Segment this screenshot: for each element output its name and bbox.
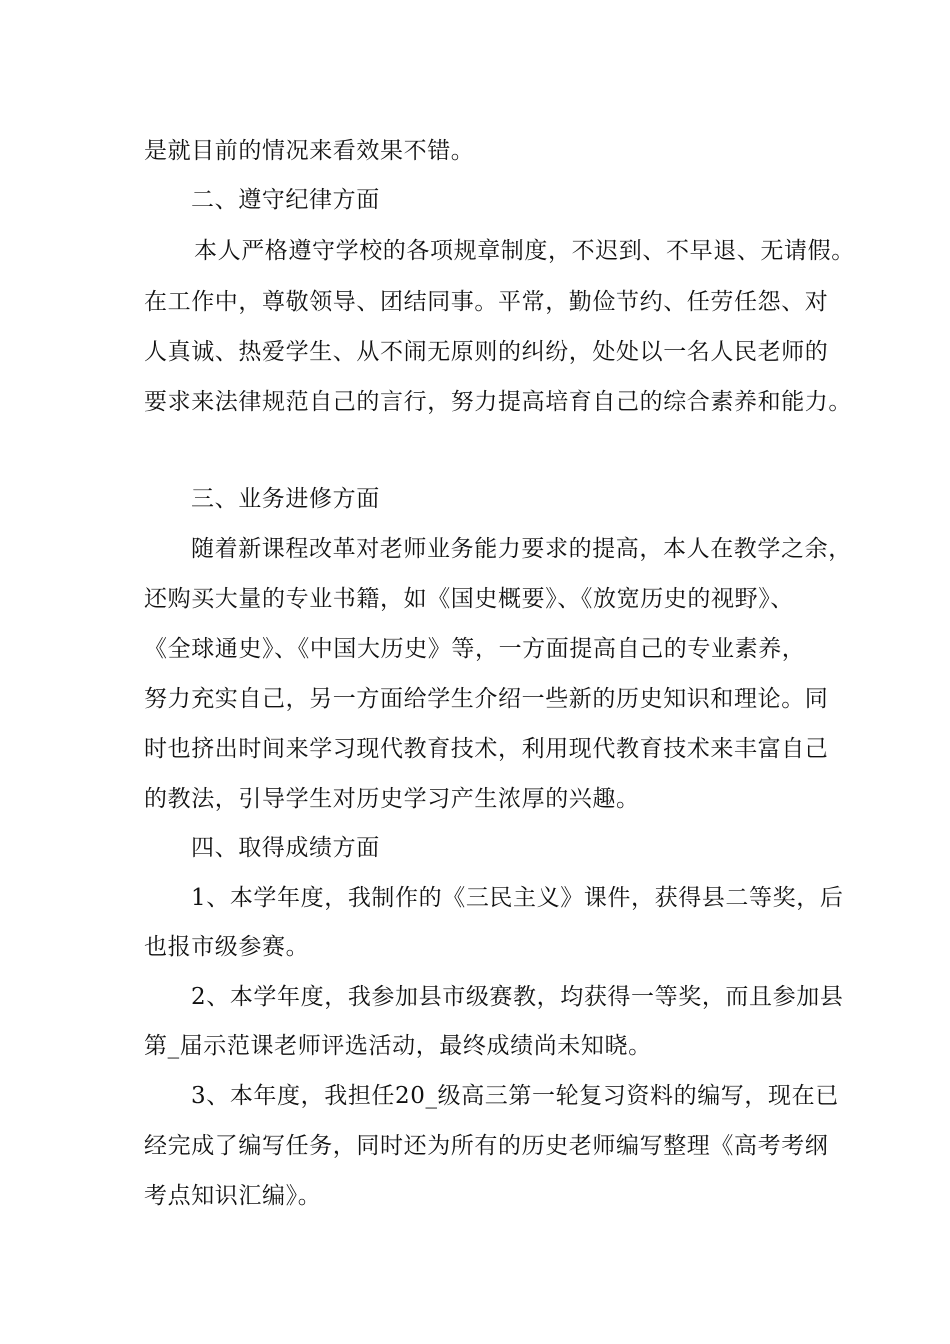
- body-line: 时也挤出时间来学习现代教育技术，利用现代教育技术来丰富自己: [144, 736, 829, 762]
- section-heading: 四、取得成绩方面: [191, 835, 380, 861]
- section-heading: 三、业务进修方面: [191, 486, 380, 512]
- body-line: 也报市级参赛。: [144, 934, 310, 960]
- body-line: 还购买大量的专业书籍，如《国史概要》、《放宽历史的视野》、: [144, 586, 794, 612]
- body-line: 1、本学年度，我制作的《三民主义》课件，获得县二等奖，后: [191, 885, 844, 911]
- body-line: 考点知识汇编》。: [144, 1183, 322, 1209]
- body-line: 《全球通史》、《中国大历史》等，一方面提高自己的专业素养，: [144, 636, 806, 662]
- body-line: 的教法，引导学生对历史学习产生浓厚的兴趣。: [144, 786, 640, 812]
- body-line: 是就目前的情况来看效果不错。: [144, 138, 475, 164]
- body-line: 在工作中，尊敬领导、团结同事。平常，勤俭节约、任劳任怨、对: [144, 289, 829, 315]
- body-line: 努力充实自己，另一方面给学生介绍一些新的历史知识和理论。同: [144, 686, 829, 712]
- body-line: 第_届示范课老师评选活动，最终成绩尚未知晓。: [144, 1033, 652, 1059]
- body-line: 要求来法律规范自己的言行，努力提高培育自己的综合素养和能力。: [144, 389, 852, 415]
- body-line: 本人严格遵守学校的各项规章制度，不迟到、不早退、无请假。: [194, 238, 855, 264]
- body-line: 3、本年度，我担任20_级高三第一轮复习资料的编写，现在已: [191, 1083, 839, 1109]
- body-line: 随着新课程改革对老师业务能力要求的提高，本人在教学之余，: [191, 536, 852, 562]
- body-line: 人真诚、热爱学生、从不闹无原则的纠纷，处处以一名人民老师的: [144, 339, 829, 365]
- section-heading: 二、遵守纪律方面: [191, 187, 380, 213]
- body-line: 2、本学年度，我参加县市级赛教，均获得一等奖，而且参加县: [191, 984, 844, 1010]
- body-line: 经完成了编写任务，同时还为所有的历史老师编写整理《高考考纲: [144, 1133, 829, 1159]
